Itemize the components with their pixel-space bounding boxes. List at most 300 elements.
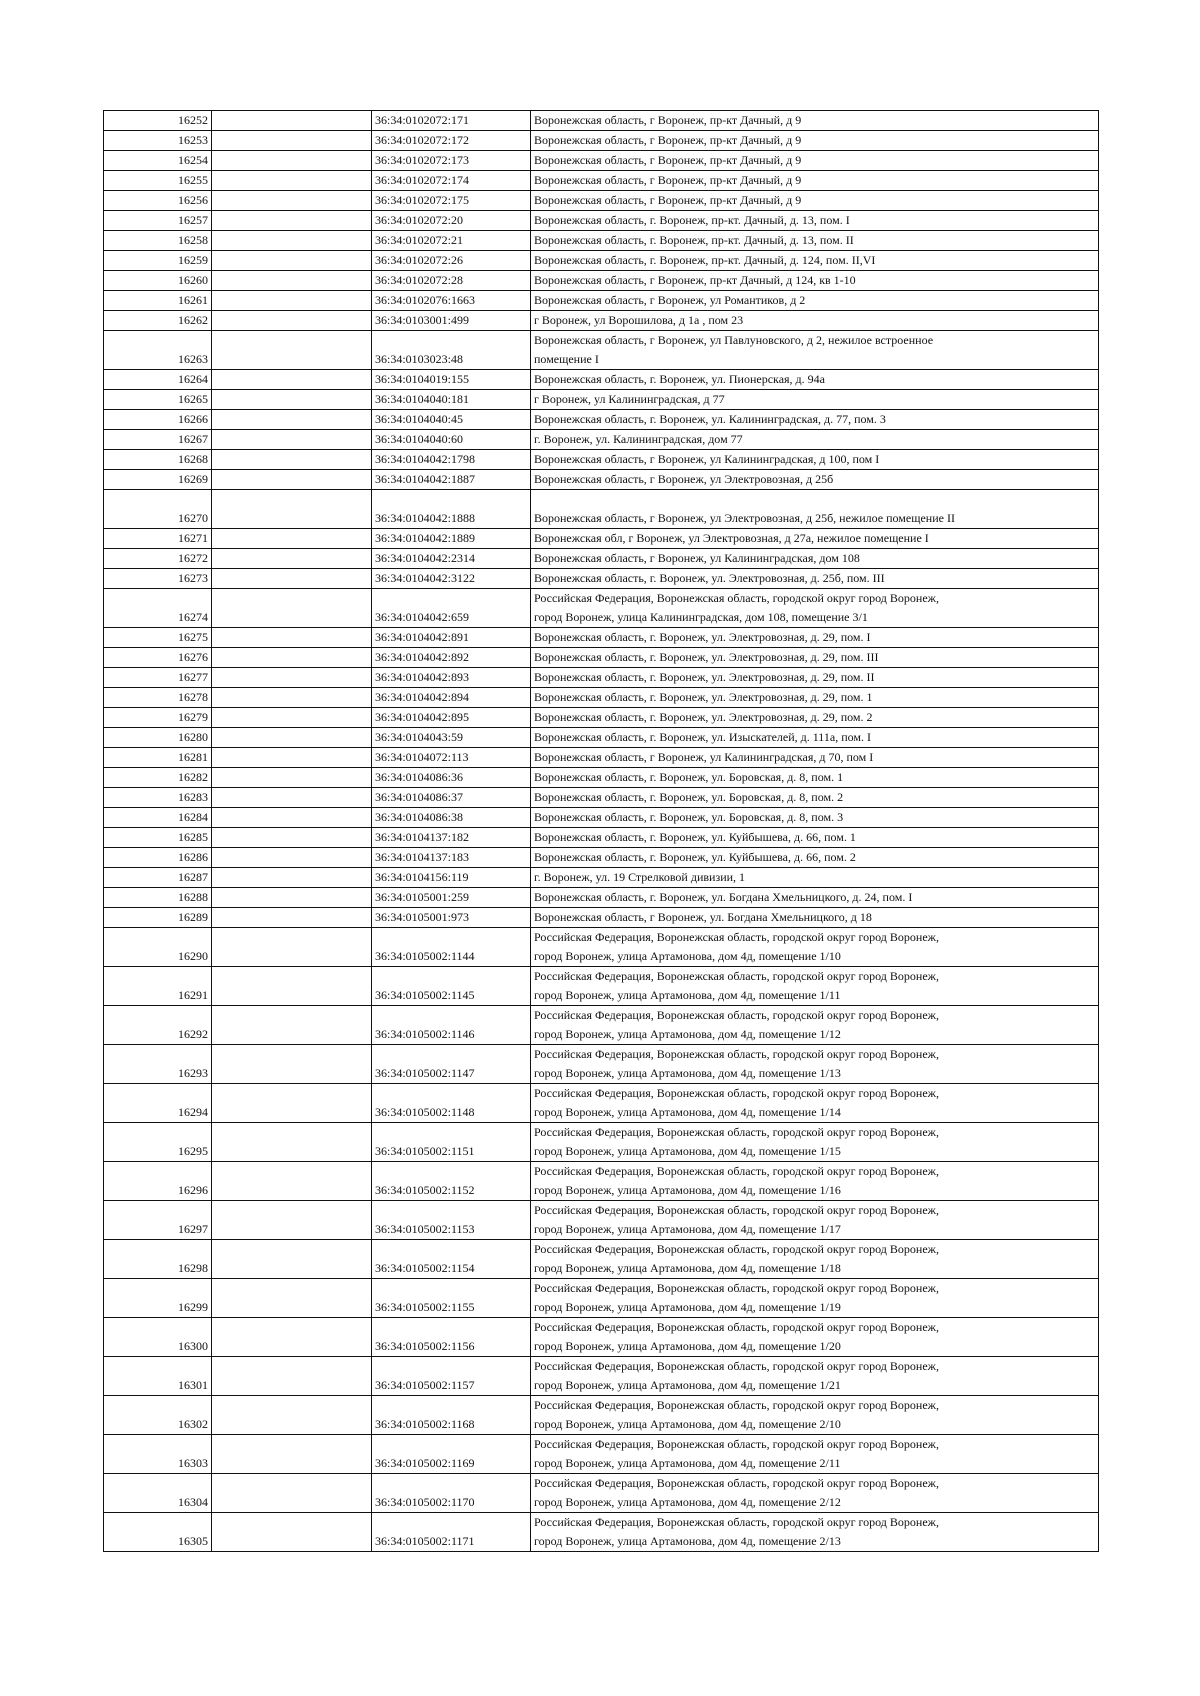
- table-row: [104, 470, 1099, 490]
- address-line-2: город Воронеж, улица Артамонова, дом 4д, помещение 1/13: [534, 1066, 841, 1080]
- table-row: [104, 410, 1099, 430]
- address-cell: Воронежская область, г. Воронеж, ул. Электровозная, д. 25б, пом. III: [531, 569, 1099, 589]
- cadastral-number-cell: 36:34:0105002:1147: [372, 1045, 531, 1084]
- address-cell: [531, 1006, 1099, 1045]
- table-row: [104, 370, 1099, 390]
- address-line-2: город Воронеж, улица Артамонова, дом 4д, помещение 1/15: [534, 1144, 841, 1158]
- row-number-cell: 16292: [104, 1006, 212, 1045]
- empty-cell: [212, 589, 372, 628]
- address-line-1: Российская Федерация, Воронежская область, городской округ город Воронеж,: [534, 1320, 939, 1334]
- row-number-cell: 16305: [104, 1513, 212, 1552]
- row-number-cell: 16303: [104, 1435, 212, 1474]
- row-number-cell: 16271: [104, 529, 212, 549]
- empty-cell: [212, 708, 372, 728]
- address-line-1: Российская Федерация, Воронежская область, городской округ город Воронеж,: [534, 1437, 939, 1451]
- row-number-cell: 16259: [104, 251, 212, 271]
- row-number-cell: 16254: [104, 151, 212, 171]
- cadastral-number-cell: 36:34:0104043:59: [372, 728, 531, 748]
- empty-cell: [212, 191, 372, 211]
- address-line-2: помещение I: [534, 352, 599, 366]
- address-cell: Воронежская область, г. Воронеж, ул. Куйбышева, д. 66, пом. 2: [531, 848, 1099, 868]
- address-line-1: Российская Федерация, Воронежская область, городской округ город Воронеж,: [534, 1476, 939, 1490]
- address-cell: [531, 1279, 1099, 1318]
- address-cell: г. Воронеж, ул. 19 Стрелковой дивизии, 1: [531, 868, 1099, 888]
- empty-cell: [212, 111, 372, 131]
- row-number-cell: 16281: [104, 748, 212, 768]
- address-cell: [531, 331, 1099, 370]
- table-row: [104, 529, 1099, 549]
- table-row: [104, 589, 1099, 628]
- cadastral-number-cell: 36:34:0105001:973: [372, 908, 531, 928]
- table-row: [104, 1396, 1099, 1435]
- cadastral-number-cell: 36:34:0103001:499: [372, 311, 531, 331]
- address-cell: г Воронеж, ул Калининградская, д 77: [531, 390, 1099, 410]
- table-row: [104, 1123, 1099, 1162]
- empty-cell: [212, 1357, 372, 1396]
- cadastral-number-cell: 36:34:0104072:113: [372, 748, 531, 768]
- table-row: [104, 1513, 1099, 1552]
- table-row: [104, 1084, 1099, 1123]
- empty-cell: [212, 271, 372, 291]
- registry-table: [103, 110, 1099, 1552]
- address-line-1: Российская Федерация, Воронежская область, городской округ город Воронеж,: [534, 1203, 939, 1217]
- address-cell: Воронежская область, г. Воронеж, ул. Пионерская, д. 94а: [531, 370, 1099, 390]
- empty-cell: [212, 410, 372, 430]
- address-cell: Воронежская область, г. Воронеж, ул. Боровская, д. 8, пом. 1: [531, 768, 1099, 788]
- table-row: [104, 231, 1099, 251]
- table-row: [104, 171, 1099, 191]
- table-row: [104, 131, 1099, 151]
- cadastral-number-cell: 36:34:0102072:26: [372, 251, 531, 271]
- address-line-1: Российская Федерация, Воронежская область, городской округ город Воронеж,: [534, 1125, 939, 1139]
- table-row: [104, 908, 1099, 928]
- table-row: [104, 1006, 1099, 1045]
- cadastral-number-cell: 36:34:0105002:1151: [372, 1123, 531, 1162]
- cadastral-number-cell: 36:34:0104137:183: [372, 848, 531, 868]
- cadastral-number-cell: 36:34:0102072:171: [372, 111, 531, 131]
- table-row: [104, 928, 1099, 967]
- row-number-cell: 16301: [104, 1357, 212, 1396]
- address-cell: Воронежская область, г Воронеж, пр-кт Дачный, д 9: [531, 131, 1099, 151]
- cadastral-number-cell: 36:34:0105002:1157: [372, 1357, 531, 1396]
- empty-cell: [212, 888, 372, 908]
- cadastral-number-cell: 36:34:0104042:894: [372, 688, 531, 708]
- table-row: [104, 688, 1099, 708]
- address-cell: Воронежская область, г. Воронеж, ул. Изыскателей, д. 111а, пом. I: [531, 728, 1099, 748]
- row-number-cell: 16269: [104, 470, 212, 490]
- address-line-2: город Воронеж, улица Артамонова, дом 4д, помещение 2/11: [534, 1456, 841, 1470]
- cadastral-number-cell: 36:34:0105002:1152: [372, 1162, 531, 1201]
- empty-cell: [212, 549, 372, 569]
- empty-cell: [212, 828, 372, 848]
- table-row: [104, 628, 1099, 648]
- cadastral-number-cell: 36:34:0105002:1156: [372, 1318, 531, 1357]
- address-line-1: Российская Федерация, Воронежская область, городской округ город Воронеж,: [534, 1164, 939, 1178]
- address-cell: [531, 1201, 1099, 1240]
- cadastral-number-cell: 36:34:0102072:28: [372, 271, 531, 291]
- cadastral-number-cell: 36:34:0104156:119: [372, 868, 531, 888]
- empty-cell: [212, 1279, 372, 1318]
- cadastral-number-cell: 36:34:0104086:36: [372, 768, 531, 788]
- address-cell: [531, 1435, 1099, 1474]
- address-cell: [531, 589, 1099, 628]
- row-number-cell: 16266: [104, 410, 212, 430]
- address-line-2: город Воронеж, улица Артамонова, дом 4д, помещение 1/18: [534, 1261, 841, 1275]
- cadastral-number-cell: 36:34:0105002:1154: [372, 1240, 531, 1279]
- cadastral-number-cell: 36:34:0102072:21: [372, 231, 531, 251]
- table-row: [104, 708, 1099, 728]
- empty-cell: [212, 1006, 372, 1045]
- row-number-cell: 16276: [104, 648, 212, 668]
- address-line-2: город Воронеж, улица Артамонова, дом 4д, помещение 1/10: [534, 949, 841, 963]
- row-number-cell: 16279: [104, 708, 212, 728]
- empty-cell: [212, 131, 372, 151]
- address-cell: Воронежская область, г Воронеж, пр-кт Дачный, д 124, кв 1-10: [531, 271, 1099, 291]
- table-row: [104, 1318, 1099, 1357]
- empty-cell: [212, 211, 372, 231]
- empty-cell: [212, 490, 372, 529]
- cadastral-number-cell: 36:34:0104042:659: [372, 589, 531, 628]
- address-cell: Воронежская область, г. Воронеж, ул. Боровская, д. 8, пом. 2: [531, 788, 1099, 808]
- cadastral-number-cell: 36:34:0104042:895: [372, 708, 531, 728]
- table-row: [104, 549, 1099, 569]
- empty-cell: [212, 1396, 372, 1435]
- address-cell: Воронежская область, г Воронеж, ул Электровозная, д 25б, нежилое помещение II: [531, 490, 1099, 529]
- table-row: [104, 490, 1099, 529]
- cadastral-number-cell: 36:34:0105002:1145: [372, 967, 531, 1006]
- address-cell: [531, 967, 1099, 1006]
- empty-cell: [212, 251, 372, 271]
- table-row: [104, 1474, 1099, 1513]
- cadastral-number-cell: 36:34:0102072:172: [372, 131, 531, 151]
- row-number-cell: 16277: [104, 668, 212, 688]
- cadastral-number-cell: 36:34:0102072:20: [372, 211, 531, 231]
- table-row: [104, 151, 1099, 171]
- empty-cell: [212, 908, 372, 928]
- address-cell: Воронежская область, г. Воронеж, ул. Боровская, д. 8, пом. 3: [531, 808, 1099, 828]
- address-line-2: город Воронеж, улица Артамонова, дом 4д, помещение 1/11: [534, 988, 841, 1002]
- row-number-cell: 16263: [104, 331, 212, 370]
- address-cell: г. Воронеж, ул. Калининградская, дом 77: [531, 430, 1099, 450]
- row-number-cell: 16280: [104, 728, 212, 748]
- address-cell: Воронежская область, г. Воронеж, ул. Электровозная, д. 29, пом. 2: [531, 708, 1099, 728]
- empty-cell: [212, 668, 372, 688]
- empty-cell: [212, 688, 372, 708]
- cadastral-number-cell: 36:34:0104042:893: [372, 668, 531, 688]
- empty-cell: [212, 1474, 372, 1513]
- table-row: [104, 331, 1099, 370]
- row-number-cell: 16302: [104, 1396, 212, 1435]
- address-cell: Воронежская область, г. Воронеж, пр-кт. Дачный, д. 13, пом. II: [531, 231, 1099, 251]
- address-cell: Воронежская область, г Воронеж, пр-кт Дачный, д 9: [531, 111, 1099, 131]
- table-row: [104, 728, 1099, 748]
- cadastral-number-cell: 36:34:0104040:60: [372, 430, 531, 450]
- empty-cell: [212, 1084, 372, 1123]
- cadastral-number-cell: 36:34:0105002:1146: [372, 1006, 531, 1045]
- table-row: [104, 211, 1099, 231]
- row-number-cell: 16274: [104, 589, 212, 628]
- empty-cell: [212, 370, 372, 390]
- cadastral-number-cell: 36:34:0104042:1798: [372, 450, 531, 470]
- table-row: [104, 311, 1099, 331]
- row-number-cell: 16262: [104, 311, 212, 331]
- row-number-cell: 16275: [104, 628, 212, 648]
- address-cell: Воронежская область, г. Воронеж, пр-кт. Дачный, д. 124, пом. II,VI: [531, 251, 1099, 271]
- cadastral-number-cell: 36:34:0104137:182: [372, 828, 531, 848]
- row-number-cell: 16272: [104, 549, 212, 569]
- empty-cell: [212, 291, 372, 311]
- empty-cell: [212, 529, 372, 549]
- row-number-cell: 16258: [104, 231, 212, 251]
- empty-cell: [212, 450, 372, 470]
- address-cell: Воронежская область, г Воронеж, ул Электровозная, д 25б: [531, 470, 1099, 490]
- row-number-cell: 16267: [104, 430, 212, 450]
- table-row: [104, 848, 1099, 868]
- empty-cell: [212, 868, 372, 888]
- table-row: [104, 1240, 1099, 1279]
- empty-cell: [212, 808, 372, 828]
- address-line-2: город Воронеж, улица Артамонова, дом 4д, помещение 1/19: [534, 1300, 841, 1314]
- row-number-cell: 16298: [104, 1240, 212, 1279]
- cadastral-number-cell: 36:34:0105002:1148: [372, 1084, 531, 1123]
- row-number-cell: 16260: [104, 271, 212, 291]
- address-line-2: город Воронеж, улица Артамонова, дом 4д, помещение 2/13: [534, 1534, 841, 1548]
- cadastral-number-cell: 36:34:0104042:1889: [372, 529, 531, 549]
- cadastral-number-cell: 36:34:0105002:1155: [372, 1279, 531, 1318]
- address-cell: Воронежская область, г Воронеж, ул Калининградская, д 100, пом I: [531, 450, 1099, 470]
- row-number-cell: 16282: [104, 768, 212, 788]
- row-number-cell: 16286: [104, 848, 212, 868]
- table-row: [104, 1279, 1099, 1318]
- table-row: [104, 808, 1099, 828]
- row-number-cell: 16293: [104, 1045, 212, 1084]
- table-row: [104, 1045, 1099, 1084]
- row-number-cell: 16261: [104, 291, 212, 311]
- address-line-1: Российская Федерация, Воронежская область, городской округ город Воронеж,: [534, 1515, 939, 1529]
- address-cell: [531, 1045, 1099, 1084]
- table-row: [104, 768, 1099, 788]
- address-line-1: Российская Федерация, Воронежская область, городской округ город Воронеж,: [534, 969, 939, 983]
- address-cell: [531, 928, 1099, 967]
- address-line-2: город Воронеж, улица Калининградская, дом 108, помещение 3/1: [534, 610, 868, 624]
- address-line-1: Российская Федерация, Воронежская область, городской округ город Воронеж,: [534, 1242, 939, 1256]
- cadastral-number-cell: 36:34:0102072:175: [372, 191, 531, 211]
- empty-cell: [212, 967, 372, 1006]
- table-row: [104, 967, 1099, 1006]
- row-number-cell: 16253: [104, 131, 212, 151]
- empty-cell: [212, 430, 372, 450]
- row-number-cell: 16290: [104, 928, 212, 967]
- empty-cell: [212, 928, 372, 967]
- empty-cell: [212, 628, 372, 648]
- cadastral-number-cell: 36:34:0104019:155: [372, 370, 531, 390]
- address-cell: [531, 1162, 1099, 1201]
- cadastral-number-cell: 36:34:0105002:1171: [372, 1513, 531, 1552]
- row-number-cell: 16264: [104, 370, 212, 390]
- empty-cell: [212, 1162, 372, 1201]
- empty-cell: [212, 1435, 372, 1474]
- address-cell: Воронежская область, г. Воронеж, ул. Калининградская, д. 77, пом. 3: [531, 410, 1099, 430]
- cadastral-number-cell: 36:34:0105002:1144: [372, 928, 531, 967]
- cadastral-number-cell: 36:34:0105002:1170: [372, 1474, 531, 1513]
- row-number-cell: 16295: [104, 1123, 212, 1162]
- row-number-cell: 16296: [104, 1162, 212, 1201]
- address-cell: [531, 1357, 1099, 1396]
- row-number-cell: 16252: [104, 111, 212, 131]
- empty-cell: [212, 151, 372, 171]
- address-cell: Воронежская область, г. Воронеж, ул. Богдана Хмельницкого, д. 24, пом. I: [531, 888, 1099, 908]
- address-line-2: город Воронеж, улица Артамонова, дом 4д, помещение 1/14: [534, 1105, 841, 1119]
- address-cell: [531, 1240, 1099, 1279]
- table-row: [104, 251, 1099, 271]
- empty-cell: [212, 748, 372, 768]
- empty-cell: [212, 311, 372, 331]
- table-row: [104, 569, 1099, 589]
- cadastral-number-cell: 36:34:0105001:259: [372, 888, 531, 908]
- cadastral-number-cell: 36:34:0104040:181: [372, 390, 531, 410]
- row-number-cell: 16289: [104, 908, 212, 928]
- address-line-2: город Воронеж, улица Артамонова, дом 4д, помещение 1/17: [534, 1222, 841, 1236]
- cadastral-number-cell: 36:34:0104042:892: [372, 648, 531, 668]
- table-row: [104, 271, 1099, 291]
- empty-cell: [212, 1045, 372, 1084]
- empty-cell: [212, 648, 372, 668]
- table-row: [104, 191, 1099, 211]
- cadastral-number-cell: 36:34:0105002:1168: [372, 1396, 531, 1435]
- row-number-cell: 16256: [104, 191, 212, 211]
- table-row: [104, 450, 1099, 470]
- cadastral-number-cell: 36:34:0104086:37: [372, 788, 531, 808]
- table-row: [104, 748, 1099, 768]
- row-number-cell: 16304: [104, 1474, 212, 1513]
- row-number-cell: 16278: [104, 688, 212, 708]
- table-row: [104, 888, 1099, 908]
- address-line-2: город Воронеж, улица Артамонова, дом 4д, помещение 1/20: [534, 1339, 841, 1353]
- address-cell: Воронежская область, г Воронеж, пр-кт Дачный, д 9: [531, 171, 1099, 191]
- address-cell: [531, 1513, 1099, 1552]
- address-cell: Воронежская обл, г Воронеж, ул Электровозная, д 27а, нежилое помещение I: [531, 529, 1099, 549]
- empty-cell: [212, 788, 372, 808]
- row-number-cell: 16283: [104, 788, 212, 808]
- empty-cell: [212, 1513, 372, 1552]
- cadastral-number-cell: 36:34:0104086:38: [372, 808, 531, 828]
- empty-cell: [212, 171, 372, 191]
- address-line-2: город Воронеж, улица Артамонова, дом 4д, помещение 2/10: [534, 1417, 841, 1431]
- table-row: [104, 788, 1099, 808]
- table-row: [104, 430, 1099, 450]
- empty-cell: [212, 231, 372, 251]
- row-number-cell: 16257: [104, 211, 212, 231]
- address-cell: Воронежская область, г. Воронеж, пр-кт. Дачный, д. 13, пом. I: [531, 211, 1099, 231]
- address-line-2: город Воронеж, улица Артамонова, дом 4д, помещение 1/21: [534, 1378, 841, 1392]
- cadastral-number-cell: 36:34:0104042:891: [372, 628, 531, 648]
- address-cell: Воронежская область, г. Воронеж, ул. Куйбышева, д. 66, пом. 1: [531, 828, 1099, 848]
- table-row: [104, 1357, 1099, 1396]
- row-number-cell: 16288: [104, 888, 212, 908]
- empty-cell: [212, 331, 372, 370]
- address-line-2: город Воронеж, улица Артамонова, дом 4д, помещение 1/12: [534, 1027, 841, 1041]
- address-cell: [531, 1396, 1099, 1435]
- cadastral-number-cell: 36:34:0104042:1887: [372, 470, 531, 490]
- row-number-cell: 16273: [104, 569, 212, 589]
- row-number-cell: 16287: [104, 868, 212, 888]
- address-line-2: город Воронеж, улица Артамонова, дом 4д, помещение 1/16: [534, 1183, 841, 1197]
- address-cell: Воронежская область, г. Воронеж, ул. Электровозная, д. 29, пом. II: [531, 668, 1099, 688]
- address-cell: [531, 1123, 1099, 1162]
- empty-cell: [212, 390, 372, 410]
- address-line-1: Российская Федерация, Воронежская область, городской округ город Воронеж,: [534, 591, 939, 605]
- empty-cell: [212, 1201, 372, 1240]
- cadastral-number-cell: 36:34:0104042:3122: [372, 569, 531, 589]
- cadastral-number-cell: 36:34:0105002:1169: [372, 1435, 531, 1474]
- address-cell: [531, 1318, 1099, 1357]
- table-row: [104, 668, 1099, 688]
- registry-table-body: [104, 111, 1099, 1552]
- cadastral-number-cell: 36:34:0102072:173: [372, 151, 531, 171]
- table-row: [104, 1162, 1099, 1201]
- address-line-1: Российская Федерация, Воронежская область, городской округ город Воронеж,: [534, 930, 939, 944]
- cadastral-number-cell: 36:34:0105002:1153: [372, 1201, 531, 1240]
- empty-cell: [212, 1123, 372, 1162]
- address-line-1: Российская Федерация, Воронежская область, городской округ город Воронеж,: [534, 1047, 939, 1061]
- row-number-cell: 16294: [104, 1084, 212, 1123]
- address-cell: [531, 1084, 1099, 1123]
- address-cell: Воронежская область, г Воронеж, пр-кт Дачный, д 9: [531, 191, 1099, 211]
- address-cell: [531, 1474, 1099, 1513]
- table-row: [104, 390, 1099, 410]
- cadastral-number-cell: 36:34:0103023:48: [372, 331, 531, 370]
- row-number-cell: 16300: [104, 1318, 212, 1357]
- table-row: [104, 648, 1099, 668]
- table-row: [104, 828, 1099, 848]
- address-cell: Воронежская область, г Воронеж, пр-кт Дачный, д 9: [531, 151, 1099, 171]
- address-line-1: Российская Федерация, Воронежская область, городской округ город Воронеж,: [534, 1008, 939, 1022]
- row-number-cell: 16297: [104, 1201, 212, 1240]
- empty-cell: [212, 848, 372, 868]
- row-number-cell: 16255: [104, 171, 212, 191]
- address-cell: Воронежская область, г Воронеж, ул Калининградская, дом 108: [531, 549, 1099, 569]
- address-cell: Воронежская область, г Воронеж, ул Романтиков, д 2: [531, 291, 1099, 311]
- address-cell: Воронежская область, г. Воронеж, ул. Электровозная, д. 29, пом. III: [531, 648, 1099, 668]
- empty-cell: [212, 1318, 372, 1357]
- row-number-cell: 16284: [104, 808, 212, 828]
- row-number-cell: 16270: [104, 490, 212, 529]
- row-number-cell: 16299: [104, 1279, 212, 1318]
- empty-cell: [212, 728, 372, 748]
- empty-cell: [212, 470, 372, 490]
- empty-cell: [212, 1240, 372, 1279]
- address-line-2: город Воронеж, улица Артамонова, дом 4д, помещение 2/12: [534, 1495, 841, 1509]
- table-row: [104, 1435, 1099, 1474]
- table-row: [104, 111, 1099, 131]
- address-line-1: Российская Федерация, Воронежская область, городской округ город Воронеж,: [534, 1281, 939, 1295]
- address-line-1: Российская Федерация, Воронежская область, городской округ город Воронеж,: [534, 1398, 939, 1412]
- address-cell: Воронежская область, г. Воронеж, ул. Электровозная, д. 29, пом. 1: [531, 688, 1099, 708]
- row-number-cell: 16265: [104, 390, 212, 410]
- address-line-1: Российская Федерация, Воронежская область, городской округ город Воронеж,: [534, 1086, 939, 1100]
- row-number-cell: 16268: [104, 450, 212, 470]
- empty-cell: [212, 768, 372, 788]
- address-cell: Воронежская область, г Воронеж, ул. Богдана Хмельницкого, д 18: [531, 908, 1099, 928]
- cadastral-number-cell: 36:34:0102076:1663: [372, 291, 531, 311]
- cadastral-number-cell: 36:34:0102072:174: [372, 171, 531, 191]
- address-cell: Воронежская область, г Воронеж, ул Калининградская, д 70, пом I: [531, 748, 1099, 768]
- table-row: [104, 868, 1099, 888]
- row-number-cell: 16285: [104, 828, 212, 848]
- cadastral-number-cell: 36:34:0104042:2314: [372, 549, 531, 569]
- cadastral-number-cell: 36:34:0104042:1888: [372, 490, 531, 529]
- table-row: [104, 1201, 1099, 1240]
